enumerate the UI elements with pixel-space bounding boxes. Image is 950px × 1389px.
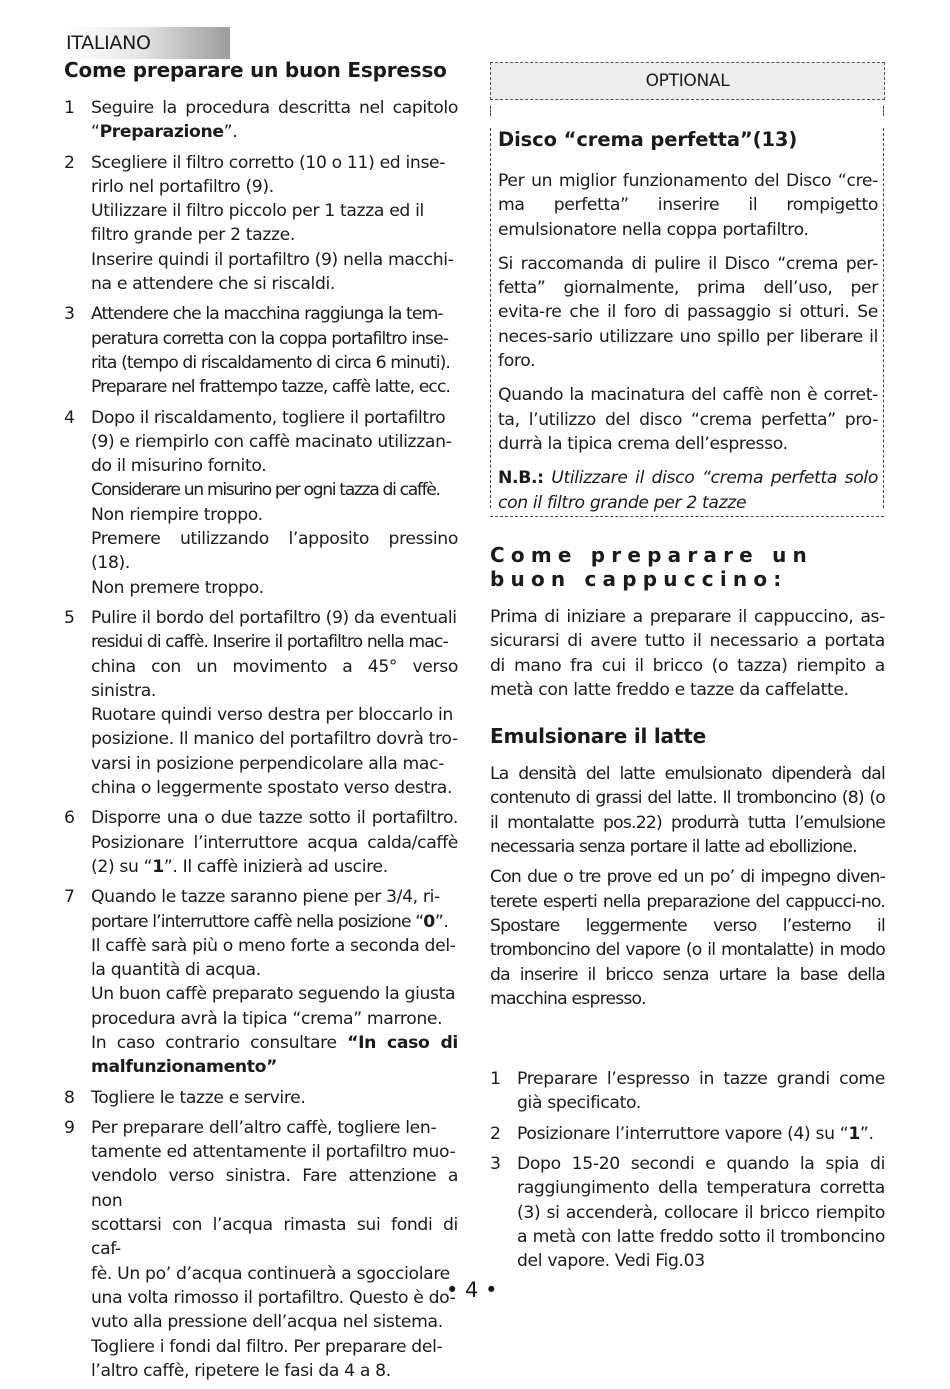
step-line: rita (tempo di riscaldamento di circa 6 minuti). [91, 352, 450, 373]
step-text: In caso contrario consultare [91, 1032, 348, 1053]
step-text: Il caffè sarà più o meno forte a seconda del- [91, 935, 456, 956]
step-line: fè. Un po’ d’acqua continuerà a sgocciolare [91, 1263, 450, 1284]
emulsion-title: Emulsionare il latte [490, 724, 706, 749]
step-number: 3 [64, 304, 75, 325]
language-tab: ITALIANO [64, 27, 230, 59]
step-line: Preparare nel frattempo tazze, caffè latte, ecc. [91, 377, 451, 398]
box-border-right [883, 128, 884, 508]
step-text: Posizionare l’interruttore vapore (4) su “ [517, 1123, 849, 1144]
step-line: Non premere troppo. [91, 577, 264, 598]
cappuccino-title: Come preparare un buon cappuccino: [490, 543, 813, 591]
step-text: Dopo 15-20 secondi e quando la spia di raggiungimento della temperatura corretta (3) si accenderà, collocare il bricco riempito a metà con latte freddo sotto il tromboncino del vapore. Vedi Fig.03 [517, 1154, 885, 1272]
step-text: ”. [223, 122, 238, 143]
disco-paragraph: Si raccomanda di pulire il Disco “crema per-fetta” giornalmente, prima dell’uso, per evita-re che il foro di passaggio si otturi. Se neces-sario utilizzare uno spillo per liberare il foro. [498, 253, 878, 372]
step-bold: 1 [848, 1123, 860, 1144]
step-text: Un buon caffè preparato seguendo la giusta [91, 984, 456, 1005]
list-item [64, 151, 458, 297]
emulsion-paragraph: La densità del latte emulsionato dipenderà dal contenuto di grassi del latte. Il tromboncino (8) (o il montalatte pos.22) produrrà tutta l’emulsione necessaria senza portare il latte ad ebollizione. [490, 764, 885, 858]
step-number: 4 [64, 407, 75, 428]
step-line: Togliere i fondi dal filtro. Per preparare del- [91, 1336, 443, 1357]
step-line: china con un movimento a 45° verso sinistra. [91, 656, 458, 701]
step-number: 6 [64, 808, 75, 829]
box-border-left [490, 128, 491, 508]
step-line: Pulire il bordo del portafiltro (9) da eventuali [91, 607, 457, 628]
step-line: Togliere le tazze e servire. [91, 1087, 306, 1108]
step-number: 1 [64, 98, 75, 118]
list-item [64, 885, 458, 1079]
list-item [64, 1116, 458, 1383]
list-item [64, 406, 458, 600]
emulsion-paragraph: Con due o tre prove ed un po’ di impegno diven-terete esperti nella preparazione del cappucci-no. Spostare leggermente verso l’esterno il tromboncino del vapore (o il montalatte) in modo da inserire il bricco senza urtare la base della macchina espresso. [490, 867, 885, 1009]
step-text: Seguire la procedura descritta nel capitolo “ [91, 98, 458, 143]
step-line: filtro grande per 2 tazze. [91, 225, 296, 246]
step-line: vendolo verso sinistra. Fare attenzione a non [91, 1166, 458, 1211]
step-number: 7 [64, 887, 75, 908]
step-line: una volta rimosso il portafiltro. Questo è do- [91, 1287, 456, 1308]
step-text: ”. Il caffè inizierà ad uscire. [163, 856, 388, 877]
disco-paragraph: Quando la macinatura del caffè non è corret-ta, l’utilizzo del disco “crema perfetta” pro-durrà la tipica crema dell’espresso. [498, 385, 878, 454]
step-line: Ruotare quindi verso destra per bloccarlo in [91, 705, 453, 726]
espresso-section [64, 58, 458, 1389]
right-column [490, 62, 885, 1280]
optional-content [498, 128, 878, 525]
step-line: na e attendere che si riscaldi. [91, 274, 336, 295]
step-number: 3 [490, 1154, 501, 1175]
step-text: Disporre una o due tazze sotto il portafiltro. Posizionare l’interruttore acqua calda/caffè (2) su “ [91, 808, 458, 877]
step-text: portare l’interruttore caffè nella posizione “ [91, 911, 424, 932]
step-text: ”. [859, 1123, 874, 1144]
step-line: Non riempire troppo. [91, 504, 263, 525]
list-item [64, 302, 458, 399]
step-text: Quando le tazze saranno piene per 3/4, ri- [91, 887, 440, 908]
step-line: l’altro caffè, ripetere le fasi da 4 a 8. [91, 1360, 391, 1381]
step-line: posizione. Il manico del portafiltro dovrà tro- [91, 729, 458, 750]
note-label: N.B.: [498, 468, 544, 489]
step-bold-reference: “In caso di malfunzionamento” [91, 1032, 458, 1078]
step-text: ”. [434, 911, 449, 932]
step-line: Inserire quindi il portafiltro (9) nella macchi- [91, 249, 454, 270]
cappuccino-intro: Prima di iniziare a preparare il cappuccino, as-sicurarsi di avere tutto il necessario a portata di mano fra cui il bricco (o tazza) riempito a metà con latte freddo e tazze da caffelatte. [490, 607, 885, 700]
step-line: rirlo nel portafiltro (9). [91, 176, 274, 197]
espresso-title: Come preparare un buon Espresso [64, 58, 447, 82]
step-line: tamente ed attentamente il portafiltro muo- [91, 1142, 456, 1163]
step-number: 2 [490, 1123, 501, 1144]
list-item [64, 606, 458, 800]
step-line: Per preparare dell’altro caffè, togliere len- [91, 1117, 437, 1138]
step-line: Premere utilizzando l’apposito pressino (18). [91, 529, 458, 574]
step-line: residui di caffè. Inserire il portafiltro nella mac- [91, 632, 448, 653]
list-item [64, 96, 458, 145]
step-line: Considerare un misurino per ogni tazza di caffè. [91, 480, 440, 501]
cappuccino-steps [490, 1067, 885, 1273]
optional-header: OPTIONAL [490, 62, 885, 100]
step-line: varsi in posizione perpendicolare alla mac- [91, 753, 445, 774]
step-line: Attendere che la macchina raggiunga la tem- [91, 304, 443, 325]
disco-title: Disco “crema perfetta”(13) [498, 128, 798, 151]
box-border-right-top [883, 106, 884, 116]
step-number: 8 [64, 1087, 75, 1108]
list-item [64, 806, 458, 879]
list-item [490, 1152, 885, 1273]
step-text: Preparare l’espresso in tazze grandi come già specificato. [517, 1069, 885, 1114]
step-line: Scegliere il filtro corretto (10 o 11) ed inse- [91, 152, 446, 173]
step-bold: 1 [152, 856, 164, 877]
step-line: scottarsi con l’acqua rimasta sui fondi di caf- [91, 1215, 458, 1260]
step-line: Utilizzare il filtro piccolo per 1 tazza ed il [91, 201, 424, 222]
step-line: china o leggermente spostato verso destra. [91, 778, 453, 799]
step-line: Dopo il riscaldamento, togliere il portafiltro [91, 407, 446, 428]
espresso-steps [64, 96, 458, 1383]
step-bold: 0 [423, 911, 435, 932]
step-bold: Preparazione [99, 122, 224, 143]
step-line: vuto alla pressione dell’acqua nel sistema. [91, 1312, 443, 1333]
page-number: • 4 • [446, 1278, 498, 1302]
step-text: procedura avrà la tipica “crema” marrone. [91, 1008, 443, 1029]
list-item [490, 1122, 885, 1146]
optional-box [490, 62, 885, 517]
box-border-left-top [490, 106, 491, 116]
step-number: 2 [64, 152, 75, 173]
disco-note [498, 466, 878, 515]
step-number: 1 [490, 1069, 501, 1090]
step-line: peratura corretta con la coppa portafiltro inse- [91, 328, 449, 349]
step-number: 9 [64, 1117, 75, 1138]
step-text: la quantità di acqua. [91, 960, 261, 981]
disco-paragraph: Per un miglior funzionamento del Disco “cre-ma perfetta” inserire il rompigetto emulsionatore nella coppa portafiltro. [498, 171, 878, 240]
step-number: 5 [64, 607, 75, 628]
step-line: do il misurino fornito. [91, 456, 267, 477]
list-item [64, 1086, 458, 1110]
note-text: Utilizzare il disco “crema perfetta solo con il filtro grande per 2 tazze [498, 468, 878, 513]
step-line: (9) e riempirlo con caffè macinato utilizzan- [91, 431, 452, 452]
list-item [490, 1067, 885, 1116]
